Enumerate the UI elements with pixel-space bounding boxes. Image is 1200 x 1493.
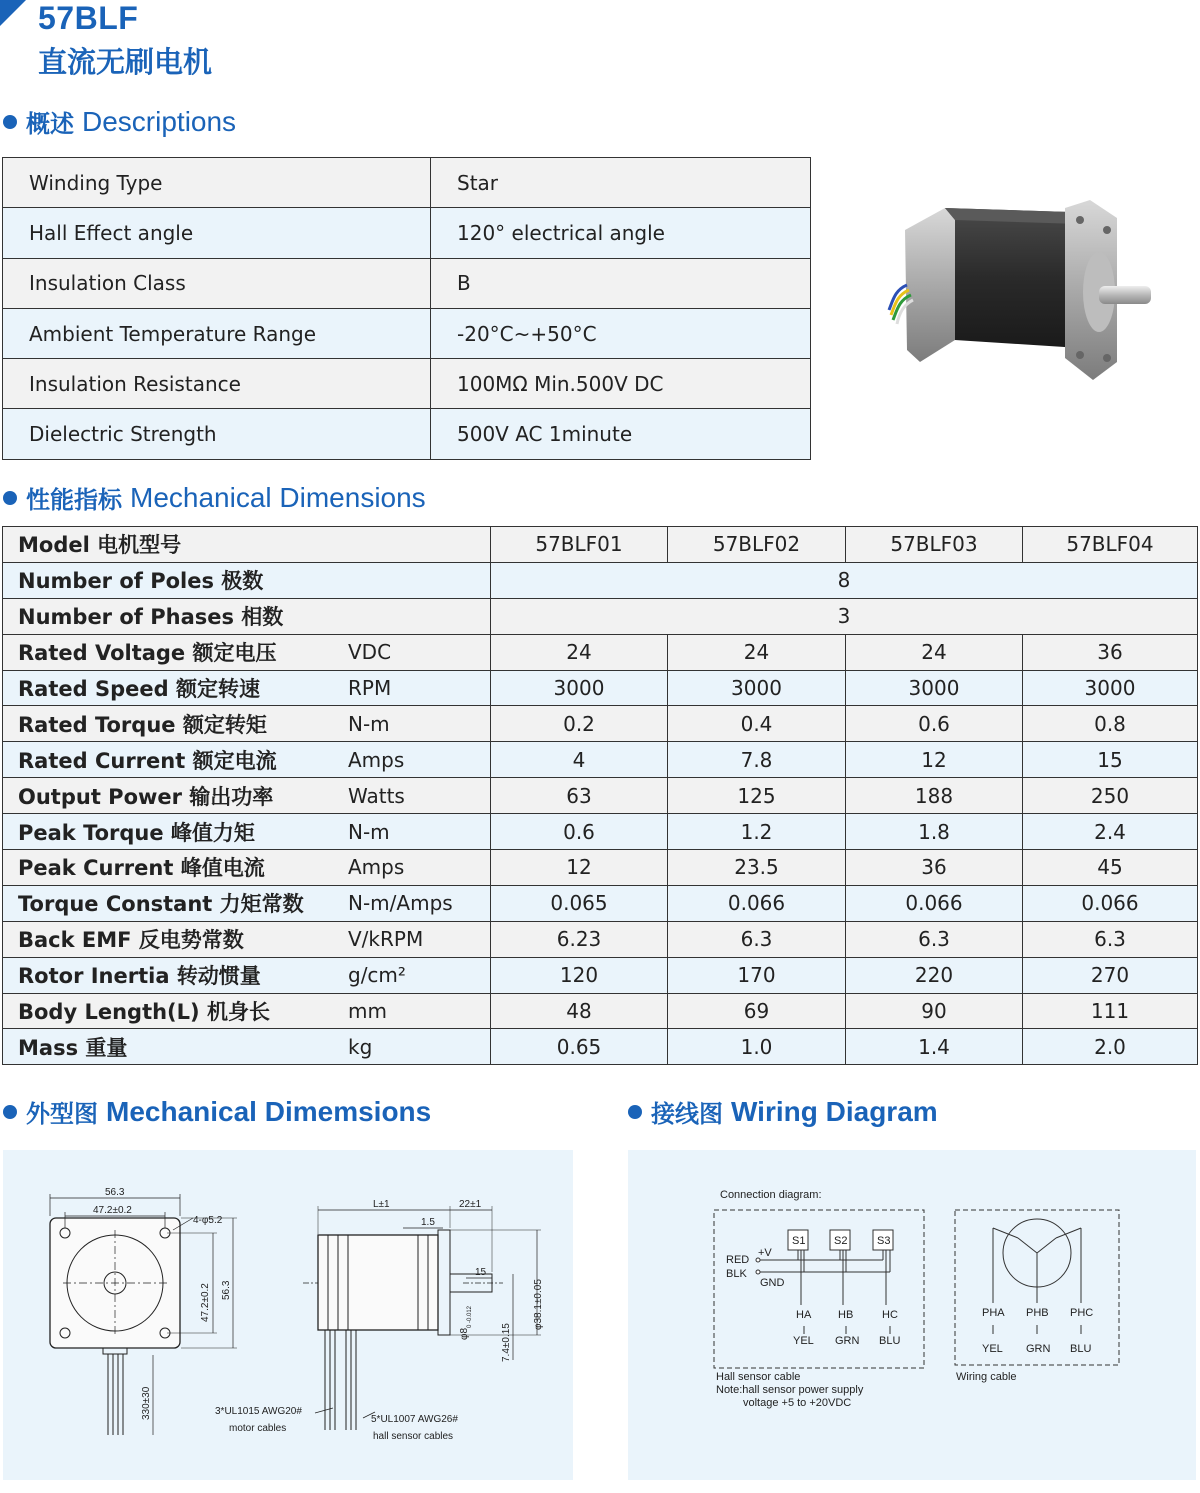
row-unit: N-m: [348, 711, 390, 736]
gnd-label: GND: [760, 1277, 785, 1289]
cell-value: 23.5: [668, 850, 846, 886]
blu-label: BLU: [1070, 1343, 1092, 1355]
cell-value: 3000: [846, 670, 1023, 706]
bullet-icon: [3, 491, 17, 505]
motor-cables-label: motor cables: [229, 1423, 287, 1434]
cell-value: 1.4: [846, 1029, 1023, 1065]
table-row: [3, 814, 1198, 850]
dim-length: L±1: [373, 1199, 390, 1210]
dim-lead-length: 330±30: [141, 1386, 152, 1420]
wiring-diagram: [628, 1150, 1196, 1480]
table-row: [3, 921, 1198, 957]
dim-height-outer: 56.3: [221, 1280, 232, 1300]
table-row: [3, 634, 1198, 670]
row-unit: VDC: [348, 640, 392, 665]
table-row: [3, 742, 1198, 778]
desc-key: Ambient Temperature Range: [3, 308, 431, 358]
row-unit: Watts: [348, 783, 405, 808]
row-label-text: Rated Voltage 额定电压: [18, 641, 277, 666]
table-row: [3, 850, 1198, 886]
desc-key: Hall Effect angle: [3, 208, 431, 258]
desc-value: 500V AC 1minute: [431, 409, 811, 459]
cell-value: 0.4: [668, 706, 846, 742]
row-label-text: Rated Speed 额定转速: [18, 677, 260, 701]
cell-value: 3000: [1023, 670, 1198, 706]
table-row: [3, 359, 811, 409]
bullet-icon: [628, 1105, 642, 1119]
mechanical-heading: [3, 1094, 431, 1129]
cell-value: 0.65: [491, 1029, 668, 1065]
table-row: [3, 993, 1198, 1029]
wire-blk-label: BLK: [726, 1268, 747, 1280]
row-label: [3, 742, 491, 778]
cell-value: 270: [1023, 957, 1198, 993]
row-unit: Amps: [348, 855, 405, 880]
grn-label: GRN: [835, 1335, 860, 1347]
cell-value: 12: [846, 742, 1023, 778]
cell-value: 6.3: [668, 921, 846, 957]
model-header: 57BLF04: [1023, 527, 1198, 563]
cell-value: 220: [846, 957, 1023, 993]
cell-value: 0.065: [491, 885, 668, 921]
table-row: [3, 409, 811, 459]
heading-cn: 接线图: [651, 1100, 723, 1128]
dim-flat: 15: [475, 1267, 487, 1278]
heading-en: Mechanical Dimemsions: [106, 1095, 432, 1127]
row-unit: N-m: [348, 819, 390, 844]
phc-label: PHC: [1070, 1307, 1094, 1319]
row-unit: RPM: [348, 676, 392, 700]
dim-height-holes: 47.2±0.2: [200, 1283, 211, 1322]
hc-label: HC: [882, 1309, 898, 1321]
row-label: [3, 850, 491, 886]
mechanical-drawing: [3, 1150, 573, 1480]
desc-value: Star: [431, 158, 811, 208]
heading-en: Wiring Diagram: [731, 1095, 938, 1127]
cell-value: 0.2: [491, 706, 668, 742]
row-unit: N-m/Amps: [348, 891, 453, 916]
cell-value: 36: [846, 850, 1023, 886]
performance-heading: [3, 480, 426, 515]
wiring-heading: [628, 1094, 938, 1129]
table-row: [3, 258, 811, 308]
row-unit: g/cm²: [348, 963, 406, 988]
row-label-text: Peak Current 峰值电流: [18, 856, 265, 881]
hall-cables-label: hall sensor cables: [373, 1431, 454, 1442]
note-label: voltage +5 to +20VDC: [743, 1397, 852, 1409]
table-row: [3, 208, 811, 258]
cell-value: 2.0: [1023, 1029, 1198, 1065]
row-label: [3, 1029, 491, 1065]
hall-cables-label: 5*UL1007 AWG26#: [371, 1414, 458, 1425]
cell-value: 3000: [668, 670, 846, 706]
cell-value: 250: [1023, 778, 1198, 814]
cell-value: 0.8: [1023, 706, 1198, 742]
row-label-text: Mass 重量: [18, 1035, 128, 1060]
corner-mark: [0, 0, 26, 26]
cell-value: 1.0: [668, 1029, 846, 1065]
cell-value: 24: [846, 634, 1023, 670]
dim-holes: 4-φ5.2: [193, 1215, 223, 1226]
row-label-text: Output Power 输出功率: [18, 784, 274, 809]
row-label-text: Back EMF 反电势常数: [18, 928, 244, 953]
dim-tolerance: 0 -0.012: [467, 1305, 473, 1328]
ha-label: HA: [796, 1309, 812, 1321]
note-label: Note:hall sensor power supply: [716, 1384, 864, 1396]
dim-shaft-length: 22±1: [459, 1199, 482, 1210]
row-label: Number of Phases 相数: [3, 598, 491, 634]
cell-value: 45: [1023, 850, 1198, 886]
desc-key: Dielectric Strength: [3, 409, 431, 459]
desc-value: 100MΩ Min.500V DC: [431, 359, 811, 409]
specs-table: [2, 526, 1198, 1065]
desc-key: Insulation Class: [3, 258, 431, 308]
cell-value: 48: [491, 993, 668, 1029]
dim-flange: 1.5: [421, 1217, 435, 1228]
bullet-icon: [3, 1105, 17, 1119]
motor-cables-label: 3*UL1015 AWG20#: [215, 1406, 302, 1417]
cell-value: 0.066: [846, 885, 1023, 921]
cell-value: 3: [491, 598, 1198, 634]
cell-value: 7.8: [668, 742, 846, 778]
hb-label: HB: [838, 1309, 854, 1321]
pha-label: PHA: [982, 1307, 1005, 1319]
model-header: 57BLF02: [668, 527, 846, 563]
heading-cn: 概述: [26, 110, 74, 138]
row-label: Number of Poles 极数: [3, 562, 491, 598]
row-label: [3, 993, 491, 1029]
mechanical-drawing-panel: [3, 1150, 573, 1480]
cell-value: 125: [668, 778, 846, 814]
row-unit: kg: [348, 1034, 373, 1059]
yel-label: YEL: [982, 1343, 1003, 1355]
cell-value: 4: [491, 742, 668, 778]
row-unit: mm: [348, 999, 387, 1024]
row-label-text: Rated Torque 额定转矩: [18, 712, 267, 737]
table-row: [3, 706, 1198, 742]
cell-value: 90: [846, 993, 1023, 1029]
table-row: [3, 1029, 1198, 1065]
wire-red-label: RED: [726, 1254, 750, 1266]
heading-en: Mechanical Dimensions: [130, 481, 426, 513]
model-subtitle: 直流无刷电机: [38, 45, 213, 79]
row-label: Model 电机型号: [3, 527, 491, 563]
desc-key: Winding Type: [3, 158, 431, 208]
table-row: [3, 885, 1198, 921]
heading-cn: 外型图: [26, 1100, 98, 1128]
cell-value: 170: [668, 957, 846, 993]
desc-key: Insulation Resistance: [3, 359, 431, 409]
cell-value: 24: [668, 634, 846, 670]
cell-value: 1.8: [846, 814, 1023, 850]
row-label: [3, 921, 491, 957]
table-row: [3, 527, 1198, 563]
table-row: [3, 670, 1198, 706]
cell-value: 15: [1023, 742, 1198, 778]
table-row: [3, 778, 1198, 814]
table-row: [3, 562, 1198, 598]
model-title: 57BLF: [38, 0, 139, 36]
vplus-label: +V: [758, 1247, 772, 1259]
cell-value: 188: [846, 778, 1023, 814]
desc-value: 120° electrical angle: [431, 208, 811, 258]
cell-value: 0.6: [846, 706, 1023, 742]
row-label: [3, 885, 491, 921]
row-label-text: Peak Torque 峰值力矩: [18, 820, 255, 845]
row-label: [3, 706, 491, 742]
hall-cable-label: Hall sensor cable: [716, 1371, 801, 1383]
row-label: [3, 670, 491, 706]
table-row: [3, 957, 1198, 993]
dim-shaft-dia: φ8: [459, 1327, 470, 1340]
model-header: 57BLF03: [846, 527, 1023, 563]
cell-value: 0.066: [1023, 885, 1198, 921]
row-label: [3, 634, 491, 670]
cell-value: 120: [491, 957, 668, 993]
wiring-cable-label: Wiring cable: [956, 1371, 1017, 1383]
desc-value: B: [431, 258, 811, 308]
cell-value: 0.066: [668, 885, 846, 921]
row-label: [3, 957, 491, 993]
desc-value: -20°C~+50°C: [431, 308, 811, 358]
table-row: [3, 158, 811, 208]
descriptions-heading: [3, 104, 236, 139]
row-label-text: Torque Constant 力矩常数: [18, 892, 304, 917]
row-label: [3, 814, 491, 850]
cell-value: 12: [491, 850, 668, 886]
cell-value: 63: [491, 778, 668, 814]
dim-width-holes: 47.2±0.2: [93, 1205, 132, 1216]
dim-flat-depth: 7.4±0.15: [501, 1323, 512, 1362]
descriptions-table: [2, 157, 811, 460]
sensor-s3-label: S3: [877, 1235, 891, 1247]
cell-value: 1.2: [668, 814, 846, 850]
row-unit: Amps: [348, 747, 405, 772]
row-label-text: Body Length(L) 机身长: [18, 1000, 270, 1025]
cell-value: 8: [491, 562, 1198, 598]
sensor-s1-label: S1: [792, 1235, 806, 1247]
cell-value: 6.23: [491, 921, 668, 957]
row-label-text: Rated Current 额定电流: [18, 748, 277, 773]
blu-label: BLU: [879, 1335, 901, 1347]
row-label-text: Rotor Inertia 转动惯量: [18, 964, 261, 989]
table-row: [3, 308, 811, 358]
wiring-diagram-panel: [628, 1150, 1196, 1480]
dim-pilot-dia: φ38.1±0.05: [533, 1279, 544, 1330]
heading-cn: 性能指标: [26, 486, 122, 514]
motor-photo: [885, 190, 1160, 390]
grn-label: GRN: [1026, 1343, 1051, 1355]
phb-label: PHB: [1026, 1307, 1049, 1319]
cell-value: 69: [668, 993, 846, 1029]
cell-value: 0.6: [491, 814, 668, 850]
heading-en: Descriptions: [82, 105, 237, 137]
cell-value: 36: [1023, 634, 1198, 670]
cell-value: 6.3: [1023, 921, 1198, 957]
cell-value: 24: [491, 634, 668, 670]
table-row: [3, 598, 1198, 634]
dim-width-outer: 56.3: [105, 1187, 125, 1198]
row-unit: V/kRPM: [348, 927, 424, 952]
connection-title: Connection diagram:: [720, 1189, 822, 1201]
cell-value: 3000: [491, 670, 668, 706]
model-header: 57BLF01: [491, 527, 668, 563]
cell-value: 2.4: [1023, 814, 1198, 850]
cell-value: 6.3: [846, 921, 1023, 957]
yel-label: YEL: [793, 1335, 814, 1347]
sensor-s2-label: S2: [834, 1235, 848, 1247]
cell-value: 111: [1023, 993, 1198, 1029]
row-label: [3, 778, 491, 814]
bullet-icon: [3, 115, 17, 129]
